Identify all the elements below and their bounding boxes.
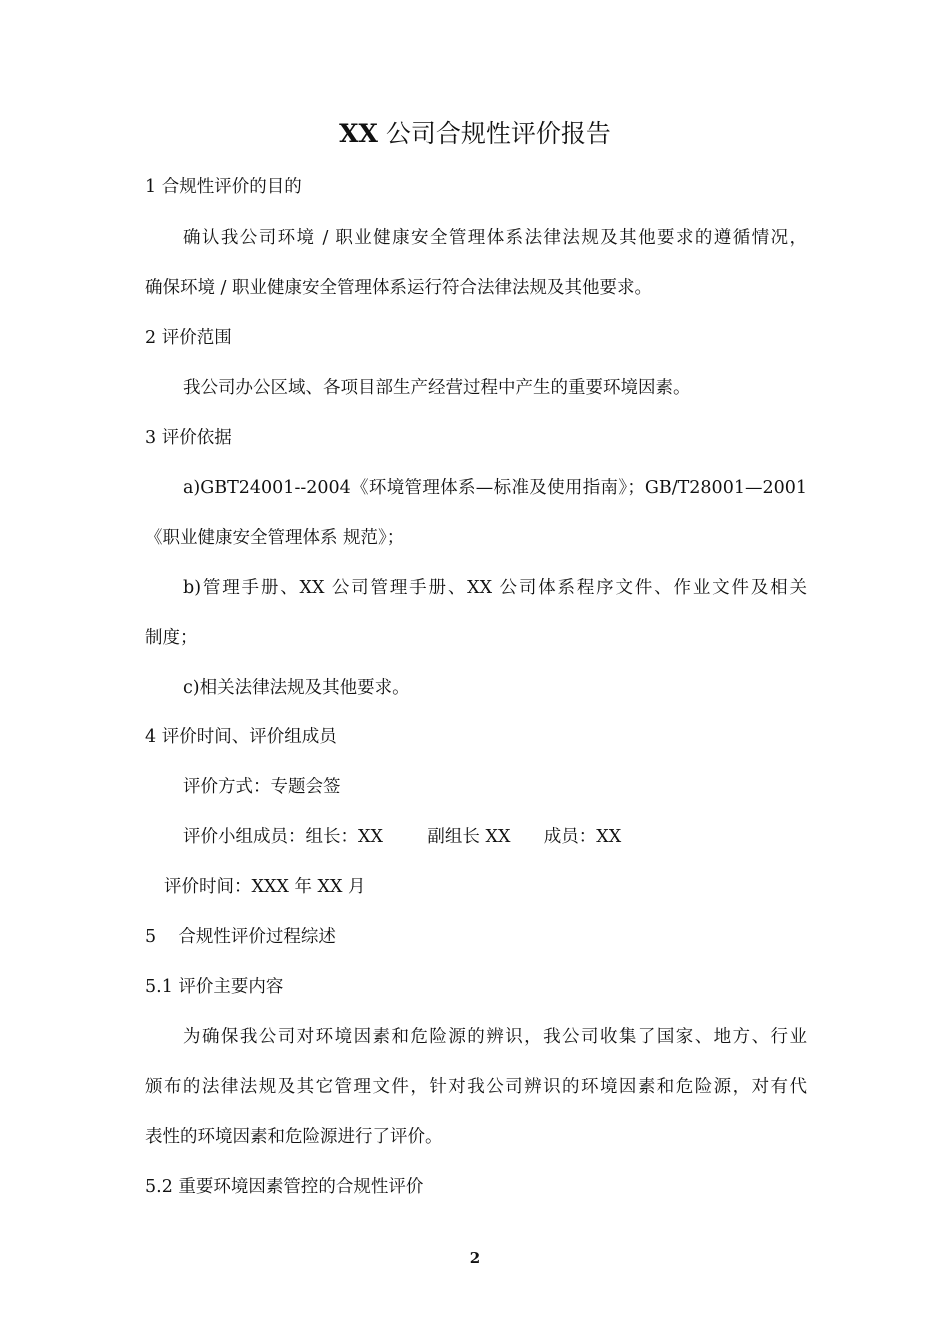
evaluation-time: 评价时间：XXX 年 XX 月 [164,877,366,897]
section-3-item-c: c)相关法律法规及其他要求。 [183,678,410,698]
section-4-heading: 4 评价时间、评价组成员 [145,727,337,747]
section-5-1-paragraph-line-3: 表性的环境因素和危险源进行了评价。 [145,1127,443,1147]
section-5-1-paragraph-line-1: 为确保我公司对环境因素和危险源的辨识，我公司收集了国家、地方、行业 [183,1027,807,1047]
section-5-1-heading: 5.1 评价主要内容 [145,977,284,997]
section-2-paragraph: 我公司办公区域、各项目部生产经营过程中产生的重要环境因素。 [183,378,691,398]
section-3-item-a-line-2: 《职业健康安全管理体系 规范》； [145,528,405,548]
section-3-item-b-line-2: 制度； [145,628,198,648]
section-5-1-paragraph-line-2: 颁布的法律法规及其它管理文件，针对我公司辨识的环境因素和危险源，对有代 [145,1077,807,1097]
section-3-item-a-line-1: a)GBT24001--2004《环境管理体系—标准及使用指南》；GB/T28001—2001 [183,478,807,498]
section-2-heading: 2 评价范围 [145,328,232,348]
section-1-paragraph-line-1: 确认我公司环境 / 职业健康安全管理体系法律法规及其他要求的遵循情况， [183,228,807,248]
document-title [0,119,950,149]
title-company-code: XX [339,119,378,148]
page-number: 2 [469,1249,481,1267]
evaluation-method: 评价方式：专题会签 [183,777,341,797]
section-3-heading: 3 评价依据 [145,428,232,448]
evaluation-team-members: 评价小组成员：组长：XX 副组长 XX 成员：XX [183,827,622,847]
title-text: 公司合规性评价报告 [377,119,611,148]
section-5-heading: 5 合规性评价过程综述 [145,927,336,947]
section-3-item-b-line-1: b)管理手册、XX 公司管理手册、XX 公司体系程序文件、作业文件及相关 [183,578,807,598]
section-5-2-heading: 5.2 重要环境因素管控的合规性评价 [145,1177,424,1197]
section-1-heading: 1 合规性评价的目的 [145,177,302,197]
section-1-paragraph-line-2: 确保环境 / 职业健康安全管理体系运行符合法律法规及其他要求。 [145,278,653,298]
